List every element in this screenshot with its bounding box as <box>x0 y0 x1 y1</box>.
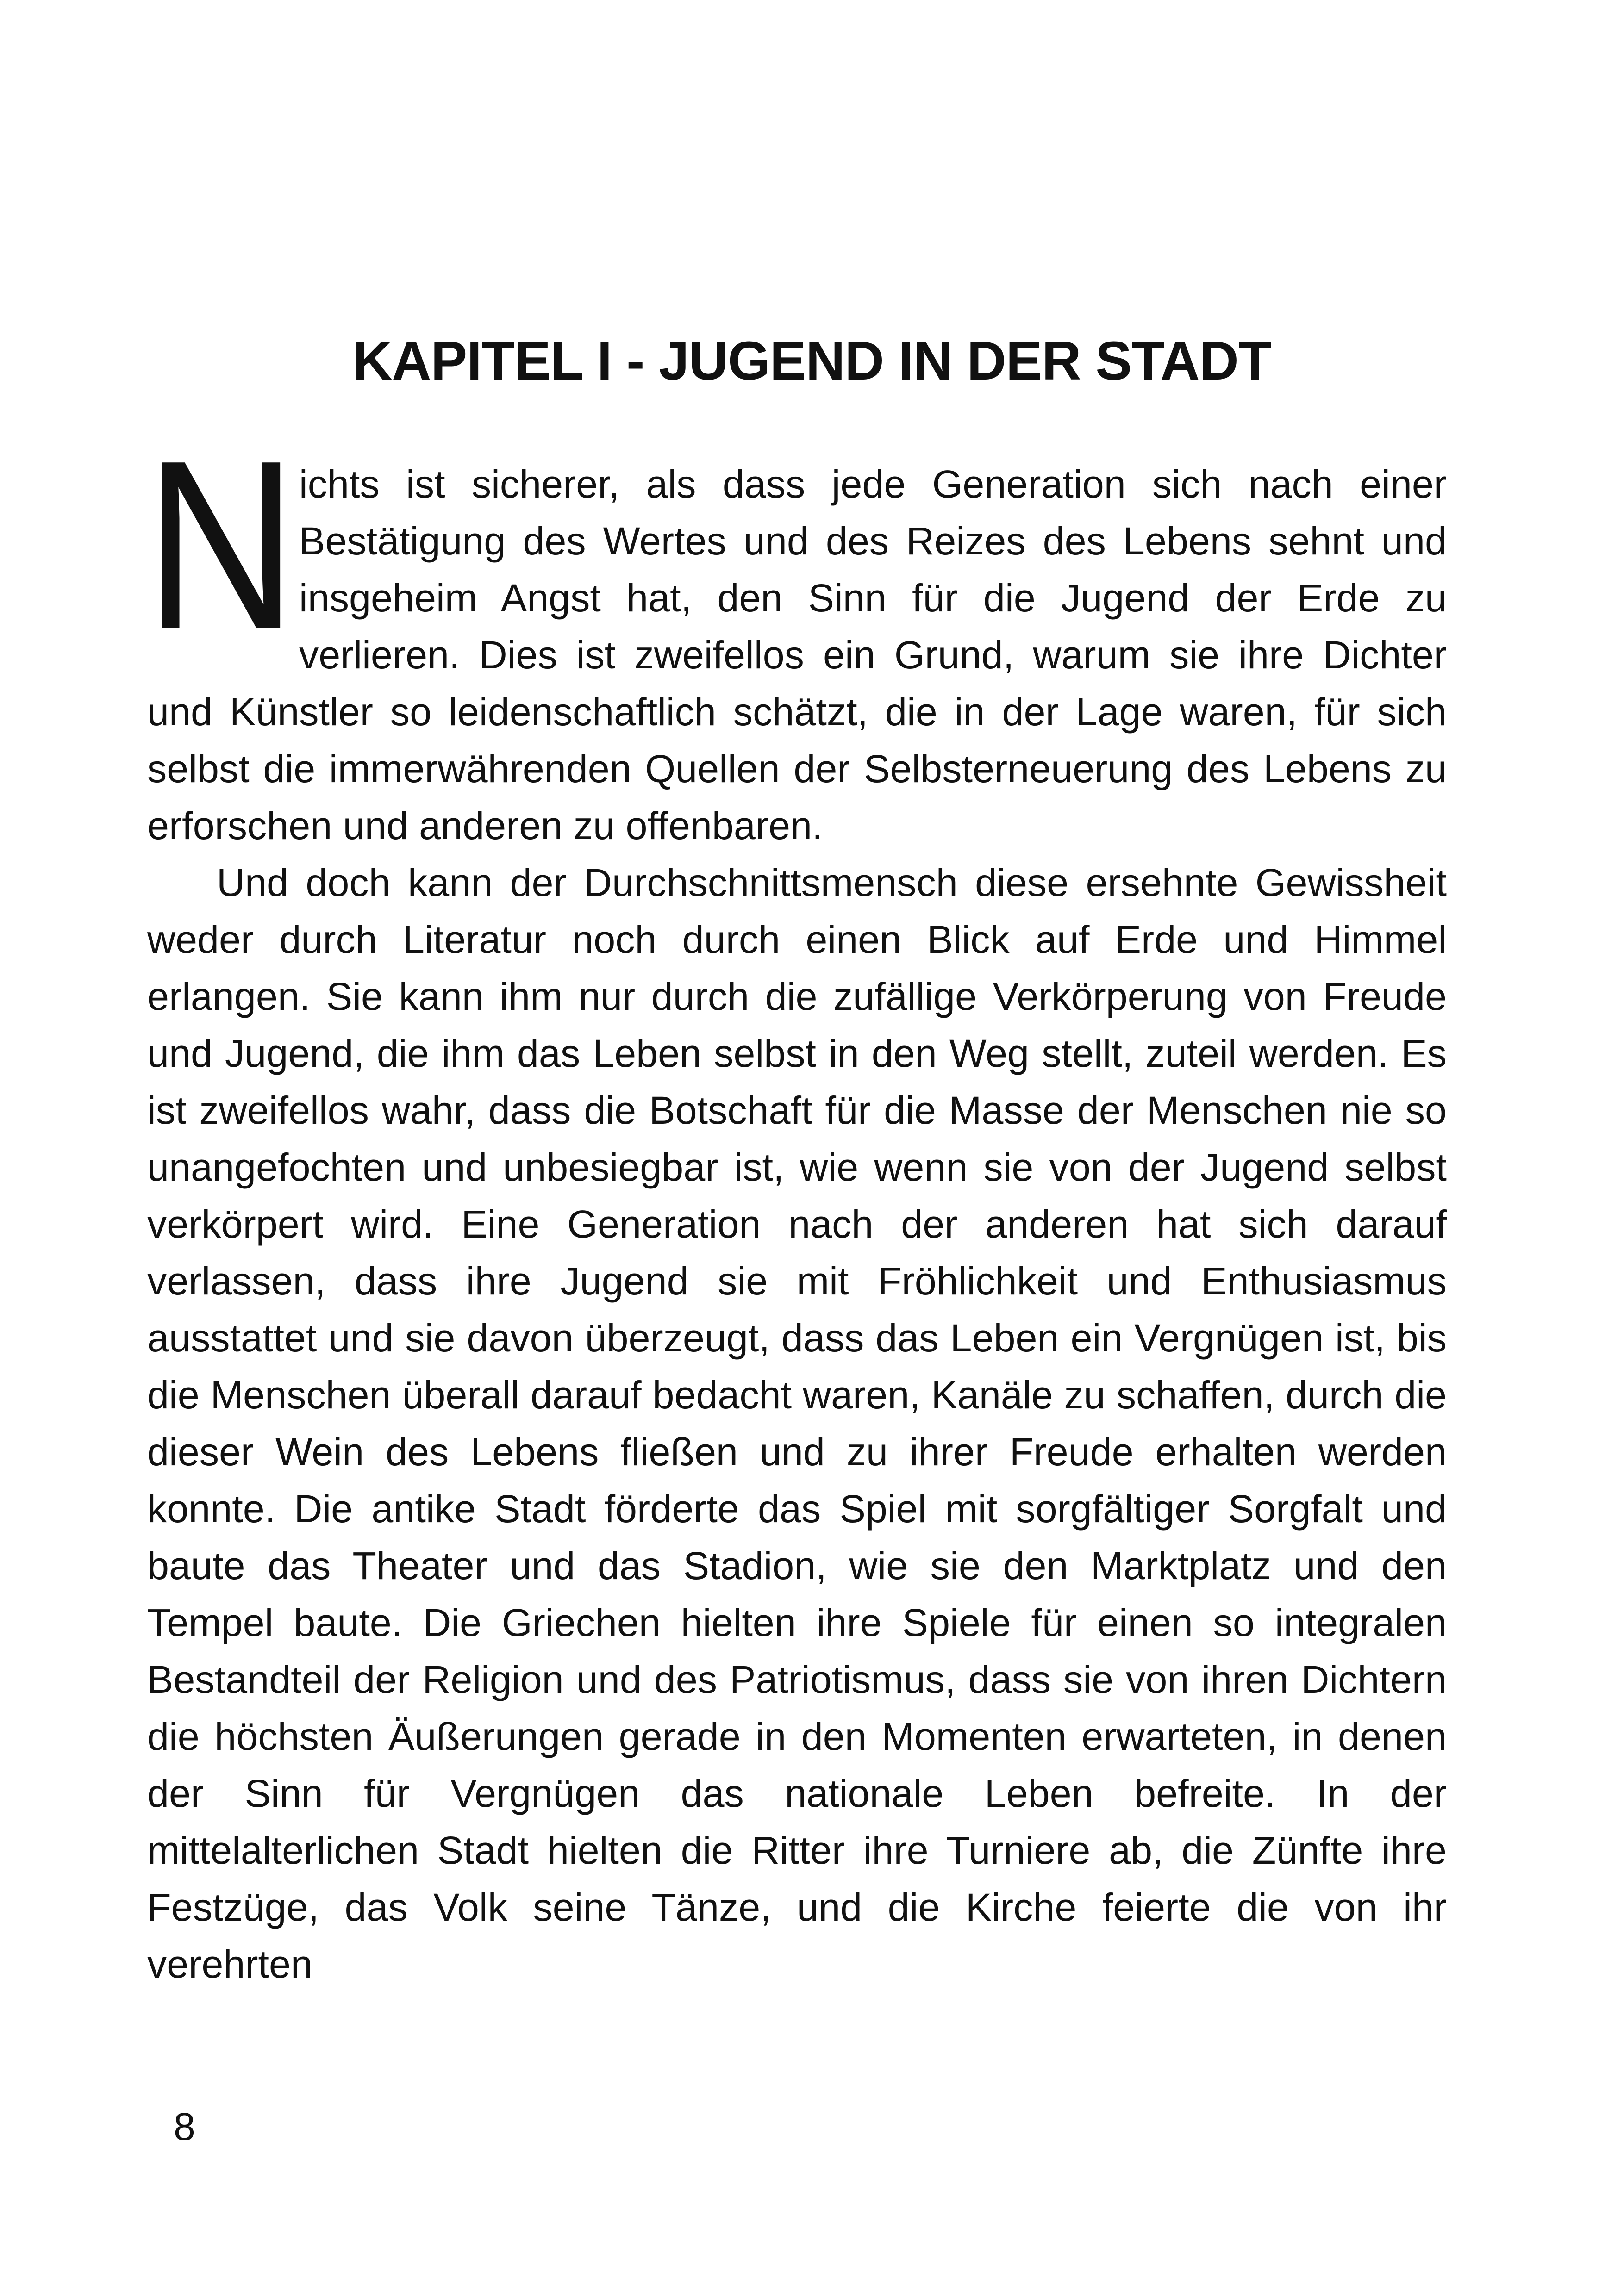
paragraph <box>144 411 1447 854</box>
page-number: 8 <box>174 2105 195 2148</box>
body-text <box>144 411 1447 1993</box>
chapter-title: KAPITEL I - JUGEND IN DER STADT <box>353 330 1271 392</box>
paragraph: Und doch kann der Durchschnittsmensch diese ersehnte Gewissheit weder durch Literatur noch durch einen Blick auf Erde und Himmel erlangen. Sie kann ihm nur durch die zufällige Verkörperung von Freude und Jugend, die ihm das Leben selbst in den Weg stellt, zuteil werden. Es ist zweifellos wahr, dass die Botschaft für die Masse der Menschen nie so unangefochten und unbesiegbar ist, wie wenn sie von der Jugend selbst verkörpert wird. Eine Generation nach der anderen hat sich darauf verlassen, dass ihre Jugend sie mit Fröhlichkeit und Enthusiasmus ausstattet und sie davon überzeugt, dass das Leben ein Vergnügen ist, bis die Menschen überall darauf bedacht waren, Kanäle zu schaffen, durch die dieser Wein des Lebens fließen und zu ihrer Freude erhalten werden konnte. Die antike Stadt förderte das Spiel mit sorgfältiger Sorgfalt und baute das Theater und das Stadion, wie sie den Marktplatz und den Tempel baute. Die Griechen hielten ihre Spiele für einen so integralen Bestandteil der Religion und des Patriotismus, dass sie von ihren Dichtern die höchsten Äußerungen gerade in den Momenten erwarteten, in denen der Sinn für Vergnügen das nationale Leben befreite. In der mittelalterlichen Stadt hielten die Ritter ihre Turniere ab, die Zünfte ihre Festzüge, das Volk seine Tänze, und die Kirche feierte die von ihr verehrten <box>147 861 1447 1986</box>
drop-cap-initial: N <box>144 411 298 679</box>
paragraph-text: ichts ist sicherer, als dass jede Generation sich nach einer Bestätigung des Wertes und des Reizes des Lebens sehnt und insgeheim Angst hat, den Sinn für die Jugend der Erde zu verlieren. Dies ist zweifellos ein Grund, warum sie ihre Dichter und Künstler so leidenschaftlich schätzt, die in der Lage waren, für sich selbst die immerwährenden Quellen der Selbsterneuerung des Lebens zu erforschen und anderen zu offenbaren. <box>147 462 1447 847</box>
